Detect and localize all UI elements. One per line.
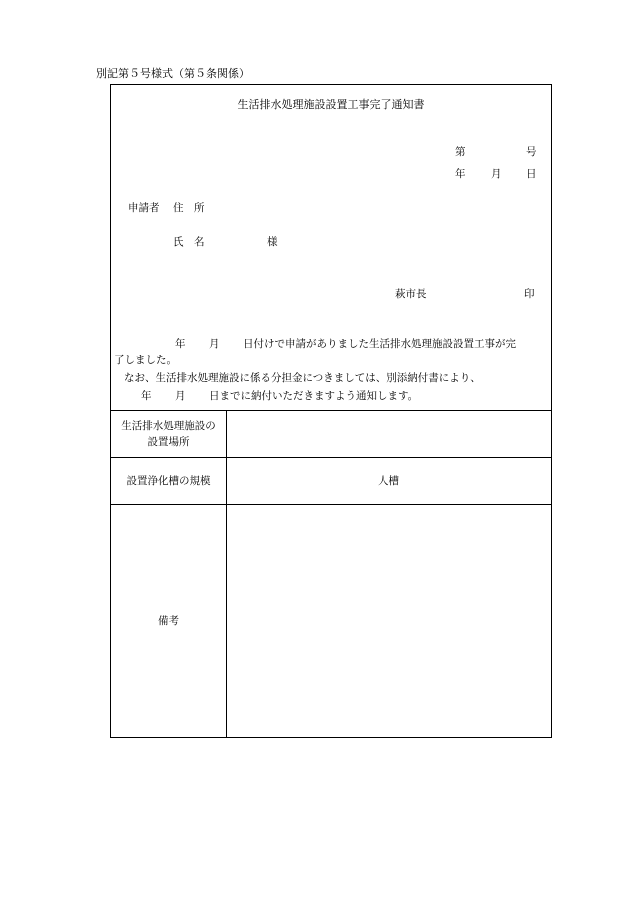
- remarks-label: 備考: [158, 615, 179, 627]
- honorific: 様: [267, 236, 278, 248]
- body-line4-month: 月: [175, 390, 186, 402]
- location-label-line1: 生活排水処理施設の: [121, 420, 216, 432]
- issuer-title: 萩市長: [395, 288, 427, 300]
- notice-form: [110, 84, 552, 738]
- body-line1-month: 月: [209, 338, 220, 350]
- applicant-label: 申請者: [128, 202, 160, 214]
- number-suffix: 号: [526, 146, 537, 158]
- date-year: 年: [455, 168, 466, 180]
- table-column-divider: [226, 410, 227, 737]
- table-row-rule-1: [111, 457, 551, 458]
- table-top-rule: [111, 410, 551, 411]
- table-row-rule-2: [111, 504, 551, 505]
- address-label: 住 所: [173, 202, 205, 214]
- body-line4-year: 年: [141, 390, 152, 402]
- body-line1-text: 日付けで申請がありました生活排水処理施設設置工事が完: [243, 338, 516, 350]
- body-line2: 了しました。: [114, 354, 177, 366]
- scale-unit: 人槽: [378, 475, 399, 487]
- body-line3: なお、生活排水処理施設に係る分担金につきましては、別添納付書により、: [124, 372, 481, 384]
- body-line4-text: 日までに納付いただきますよう通知します。: [209, 390, 419, 402]
- location-label-line2: 設置場所: [147, 436, 190, 448]
- scale-label: 設置浄化槽の規模: [126, 475, 211, 487]
- form-reference: 別記第５号様式（第５条関係）: [96, 67, 250, 80]
- date-month: 月: [491, 168, 502, 180]
- body-line1-year: 年: [175, 338, 186, 350]
- number-prefix: 第: [455, 146, 466, 158]
- date-day: 日: [526, 168, 537, 180]
- name-label: 氏 名: [173, 236, 205, 248]
- form-title: 生活排水処理施設設置工事完了通知書: [237, 98, 425, 111]
- issuer-seal: 印: [524, 288, 535, 300]
